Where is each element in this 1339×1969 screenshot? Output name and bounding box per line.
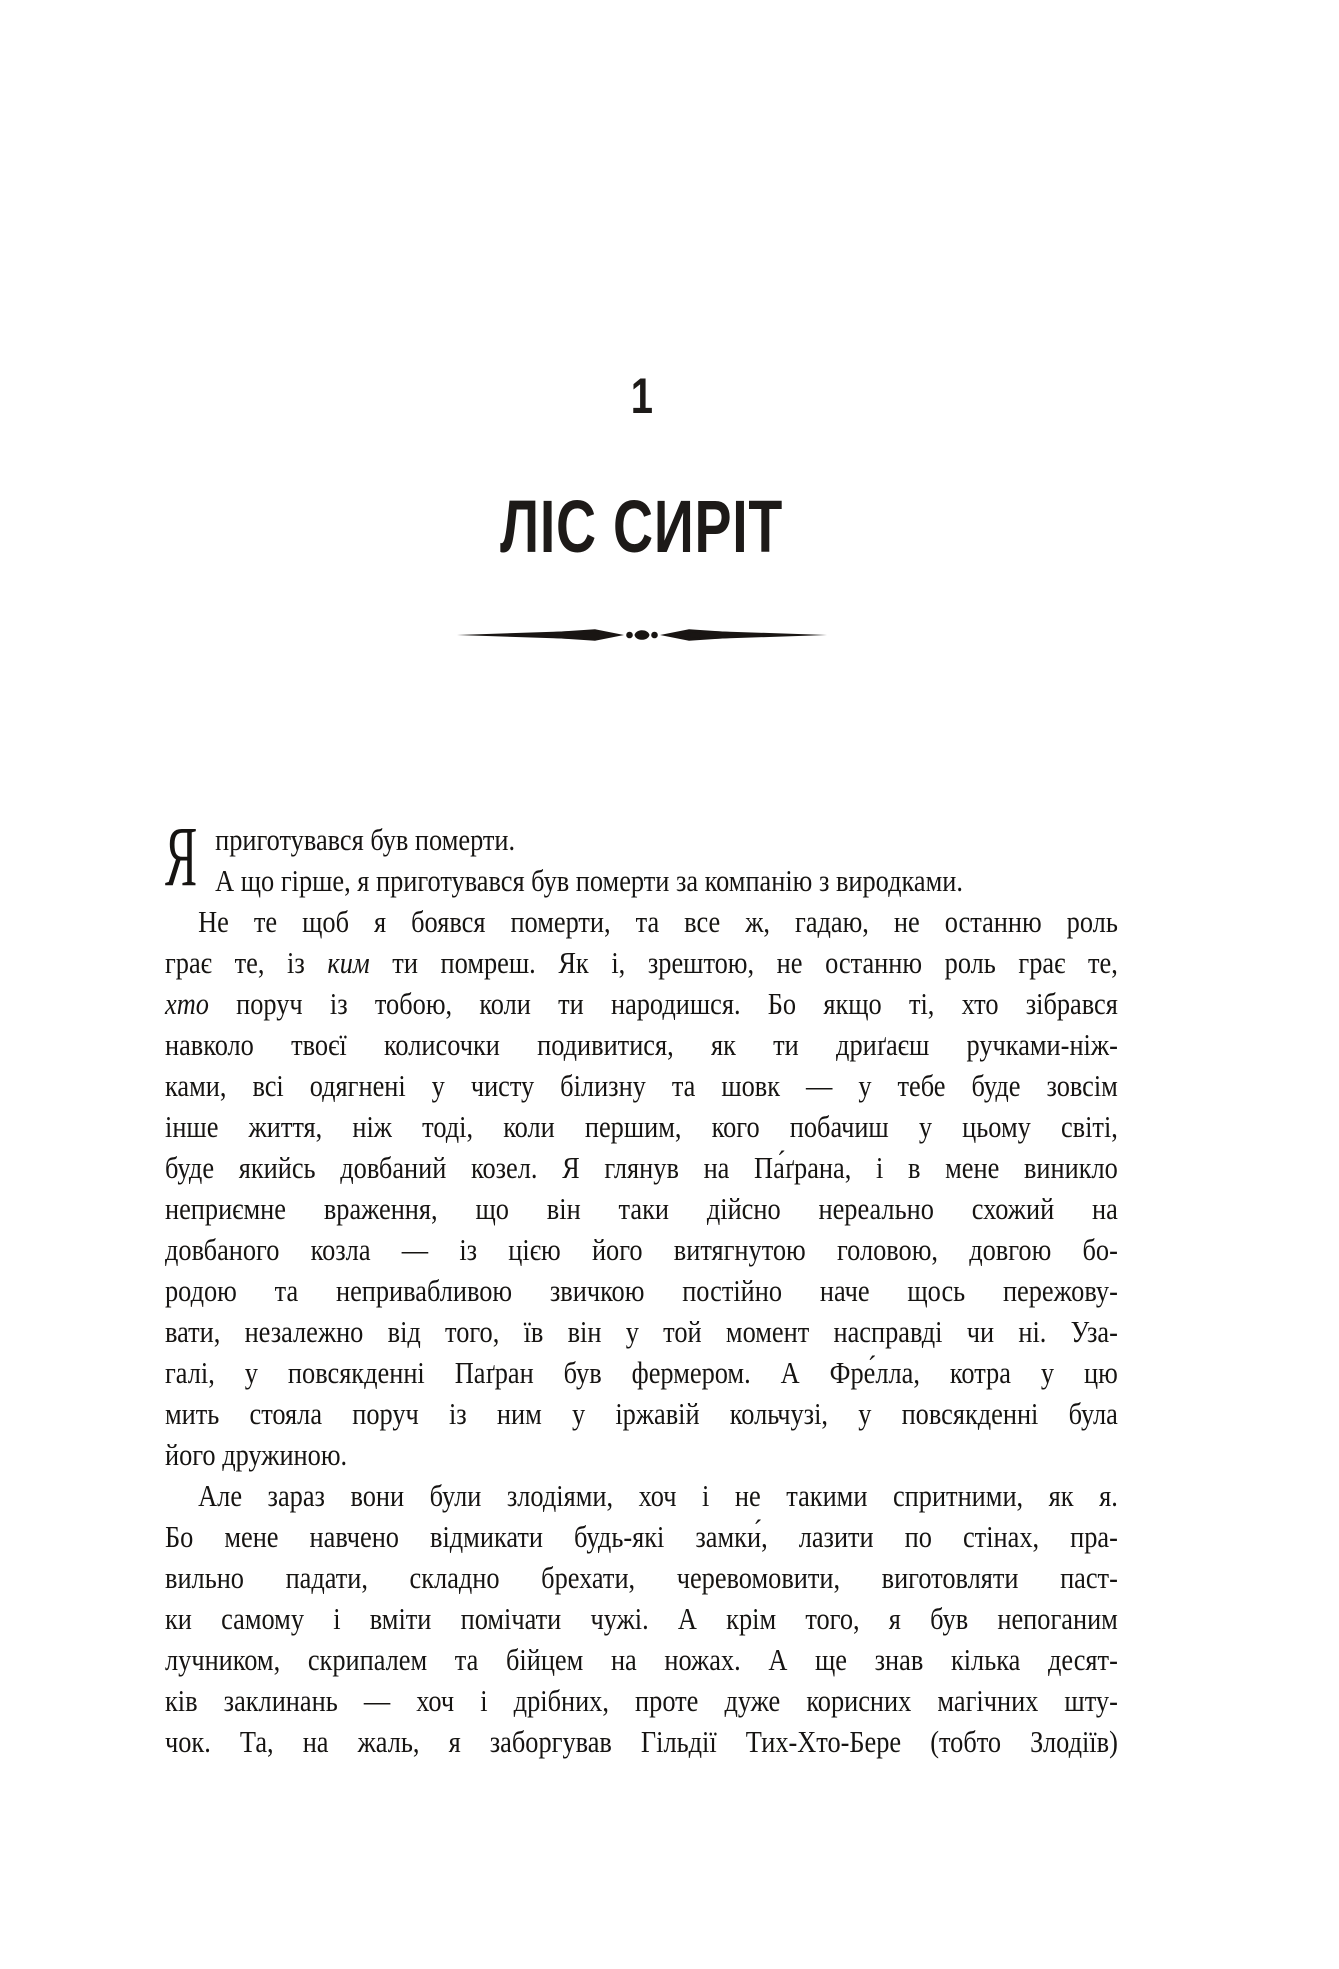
body-line: [165, 1393, 1118, 1434]
text-run: галі, у повсякденні Паґран був фермером. А Фре́лла, котра у цю: [165, 1355, 1118, 1390]
text-run: Бо мене навчено відмикати будь-які замки́, лазити по стінах, пра-: [165, 1519, 1118, 1554]
body-text-block: [165, 808, 1118, 1762]
text-run: навколо твоєї колисочки подивитися, як ти дриґаєш ручками-ніж-: [165, 1027, 1118, 1062]
body-line: [165, 1106, 1118, 1147]
text-run: лучником, скрипалем та бійцем на ножах. А ще знав кілька десят-: [165, 1642, 1118, 1677]
chapter-number-text: 1: [630, 368, 653, 424]
body-line: [165, 1188, 1118, 1229]
text-run: Не те щоб я боявся померти, та все ж, гадаю, не останню роль: [198, 904, 1118, 939]
text-run: чок. Та, на жаль, я заборгував Гільдії Тих-Хто-Бере (тобто Злодіїв): [165, 1724, 1118, 1759]
text-run: вати, незалежно від того, їв він у той момент насправді чи ні. Уза-: [165, 1314, 1118, 1349]
body-line: [165, 942, 1118, 983]
italic-word: ким: [327, 945, 370, 980]
body-line: [165, 819, 1118, 860]
text-run: ти помреш. Як і, зрештою, не останню роль грає те,: [369, 945, 1118, 980]
body-line: [165, 983, 1118, 1024]
chapter-title-text: ЛІС СИРІТ: [500, 485, 783, 568]
body-line: [165, 1721, 1118, 1762]
text-run: неприємне враження, що він таки дійсно нереально схожий на: [165, 1191, 1118, 1226]
divider-ornament-icon: [165, 626, 1118, 644]
text-run: родою та непривабливою звичкою постійно наче щось пережову-: [165, 1273, 1118, 1308]
body-line: [165, 1065, 1118, 1106]
text-run: ками, всі одягнені у чисту білизну та шовк — у тебе буде зовсім: [165, 1068, 1118, 1103]
text-run: приготувався був померти.: [215, 822, 516, 857]
drop-cap: Я: [165, 808, 198, 904]
italic-word: хто: [165, 986, 209, 1021]
body-line: [165, 1557, 1118, 1598]
text-run: буде якийсь довбаний козел. Я глянув на Па́ґрана, і в мене виникло: [165, 1150, 1118, 1185]
text-run: ки самому і вміти помічати чужі. А крім того, я був непоганим: [165, 1601, 1118, 1636]
chapter-number: [165, 368, 1118, 424]
body-line: [165, 1475, 1118, 1516]
text-run: вильно падати, складно брехати, черевомовити, виготовляти паст-: [165, 1560, 1118, 1595]
text-run: його дружиною.: [165, 1437, 348, 1472]
text-run: інше життя, ніж тоді, коли першим, кого побачиш у цьому світі,: [165, 1109, 1118, 1144]
body-line: [165, 1024, 1118, 1065]
body-text: [165, 808, 1118, 1762]
body-line: [165, 860, 1118, 901]
text-run: ків заклинань — хоч і дрібних, проте дуже корисних магічних шту-: [165, 1683, 1118, 1718]
body-line: [165, 1270, 1118, 1311]
text-run: мить стояла поруч із ним у іржавій кольчузі, у повсякденні була: [165, 1396, 1118, 1431]
body-line: [165, 1680, 1118, 1721]
text-run: грає те, із: [165, 945, 328, 980]
text-run: А що гірше, я приготувався був померти за компанію з виродками.: [215, 863, 963, 898]
text-run: поруч із тобою, коли ти народишся. Бо якщо ті, хто зібрався: [208, 986, 1118, 1021]
body-line: [165, 1147, 1118, 1188]
body-line: [165, 1311, 1118, 1352]
body-line: [165, 1352, 1118, 1393]
text-run: Але зараз вони були злодіями, хоч і не такими спритними, як я.: [198, 1478, 1118, 1513]
body-line: [165, 1639, 1118, 1680]
body-line: [165, 1434, 1118, 1475]
text-run: довбаного козла — із цією його витягнутою головою, довгою бо-: [165, 1232, 1118, 1267]
body-line: [165, 1229, 1118, 1270]
body-line: [165, 901, 1118, 942]
body-line: [165, 1516, 1118, 1557]
chapter-title: [165, 485, 1118, 568]
body-line: [165, 1598, 1118, 1639]
